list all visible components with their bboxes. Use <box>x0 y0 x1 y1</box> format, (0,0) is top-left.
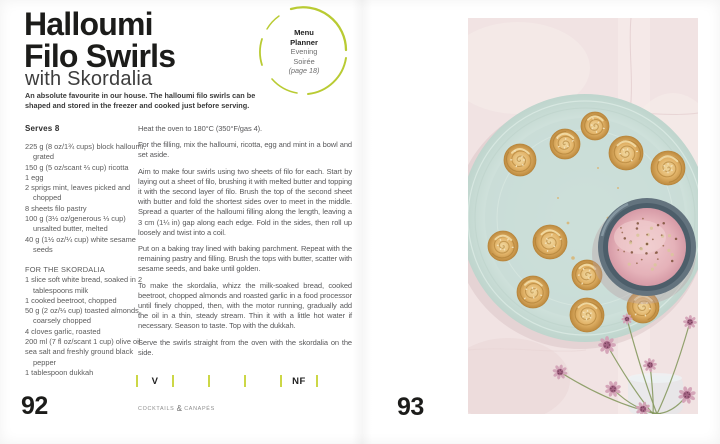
page-number-left: 92 <box>21 392 48 420</box>
ingredient-item: 2 sprigs mint, leaves picked and chopped <box>25 183 131 203</box>
method-paragraph: Serve the swirls straight from the oven with the skordalia on the side. <box>138 337 352 357</box>
diet-badge-v: V <box>151 375 159 387</box>
menu-planner-event2: Soirée <box>293 56 315 66</box>
ingredient-item: 225 g (8 oz/1¾ cups) block halloumi, grated <box>25 142 146 162</box>
diet-divider-bar <box>316 375 318 387</box>
diet-badge-nf: NF <box>292 375 306 387</box>
menu-planner-event1: Evening <box>290 47 318 57</box>
ingredient-item: 40 g (1½ oz/¼ cup) white sesame seeds <box>25 234 136 254</box>
ingredient-item: 50 g (2 oz/⅓ cup) toasted almonds, coarsely chopped <box>25 306 141 326</box>
ingredient-item: 1 cooked beetroot, chopped <box>25 295 117 305</box>
ingredient-item: 4 cloves garlic, roasted <box>25 326 101 336</box>
diet-divider-bar <box>172 375 174 387</box>
ingredient-item: 200 ml (7 fl oz/scant 1 cup) olive oil <box>25 337 141 347</box>
menu-planner-title2: Planner <box>290 37 318 47</box>
food-photo <box>468 18 698 414</box>
recipe-title-line2: Filo Swirls <box>24 38 176 74</box>
diet-divider-bar <box>244 375 246 387</box>
method-paragraph: For the filling, mix the halloumi, ricotta, egg and mint in a bowl and set aside. <box>138 140 352 160</box>
recipe-title <box>24 8 175 72</box>
recipe-intro: An absolute favourite in our house. The halloumi filo swirls can be shaped and stored in the freezer and cooked just before serving. <box>25 91 256 110</box>
recipe-subtitle: with Skordalia <box>25 68 153 90</box>
recipe-title-line1: Halloumi <box>24 6 153 42</box>
method-paragraph: To make the skordalia, whizz the milk-soaked bread, cooked beetroot, chopped almonds and roasted garlic in a food processor until finely chopped, then, with the motor running, gradually add the oil in a thin, steady stream. Thin it with a little hot water if necessary. Season to taste. Top with the dukkah. <box>138 280 352 331</box>
skordalia-ingredients-list <box>25 275 151 378</box>
page-gutter <box>352 0 372 444</box>
ingredient-item: 100 g (3½ oz/generous ⅓ cup) unsalted butter, melted <box>25 214 126 234</box>
chapter-footer-right: CANAPÉS <box>182 406 215 412</box>
method-paragraph: Aim to make four swirls using two sheets of filo for each. Start by laying out a sheet of filo, brushing it with melted butter and topping it with the second layer of filo. Brush the top of the second sheet with butter and fold the shortest sides over to meet in the middle. Spread a quarter of the halloumi filling along the length, leaving a 3 cm (1¼ in) gap along each edge. Fold in the sides, then roll up loosely and twist into a coil. <box>138 166 352 237</box>
diet-badges <box>136 374 318 388</box>
menu-planner-text <box>255 3 353 101</box>
page-number-right: 93 <box>397 393 424 421</box>
food-photo-svg <box>468 18 698 414</box>
method-paragraph: Heat the oven to 180°C (350°F/gas 4). <box>138 124 263 133</box>
method-column <box>138 124 352 364</box>
ingredient-item: 8 sheets filo pastry <box>25 203 87 213</box>
chapter-footer <box>138 404 215 413</box>
menu-planner-title1: Menu <box>294 28 314 38</box>
ingredient-item: 1 egg <box>25 172 44 182</box>
ingredient-item: 1 tablespoon dukkah <box>25 367 94 377</box>
ingredient-item: 150 g (5 oz/scant ⅔ cup) ricotta <box>25 162 129 172</box>
serves-label: Serves 8 <box>25 124 60 133</box>
ingredient-item: sea salt and freshly ground black pepper <box>25 347 134 367</box>
chapter-footer-ampersand: & <box>176 404 182 413</box>
ingredient-item: 1 slice soft white bread, soaked in 2 tablespoons milk <box>25 275 143 295</box>
menu-planner-badge <box>255 3 353 101</box>
chapter-footer-left: COCKTAILS <box>138 406 177 412</box>
diet-divider-bar <box>208 375 210 387</box>
menu-planner-pageref: (page 18) <box>288 66 320 76</box>
method-paragraph: Put on a baking tray lined with baking parchment. Repeat with the remaining pastry and filling. Brush the tops with butter, scatter with sesame seeds, and bake until golden. <box>138 244 352 274</box>
ingredients-list <box>25 142 151 255</box>
ingredients-column <box>25 124 151 378</box>
skordalia-heading: FOR THE SKORDALIA <box>25 265 106 275</box>
